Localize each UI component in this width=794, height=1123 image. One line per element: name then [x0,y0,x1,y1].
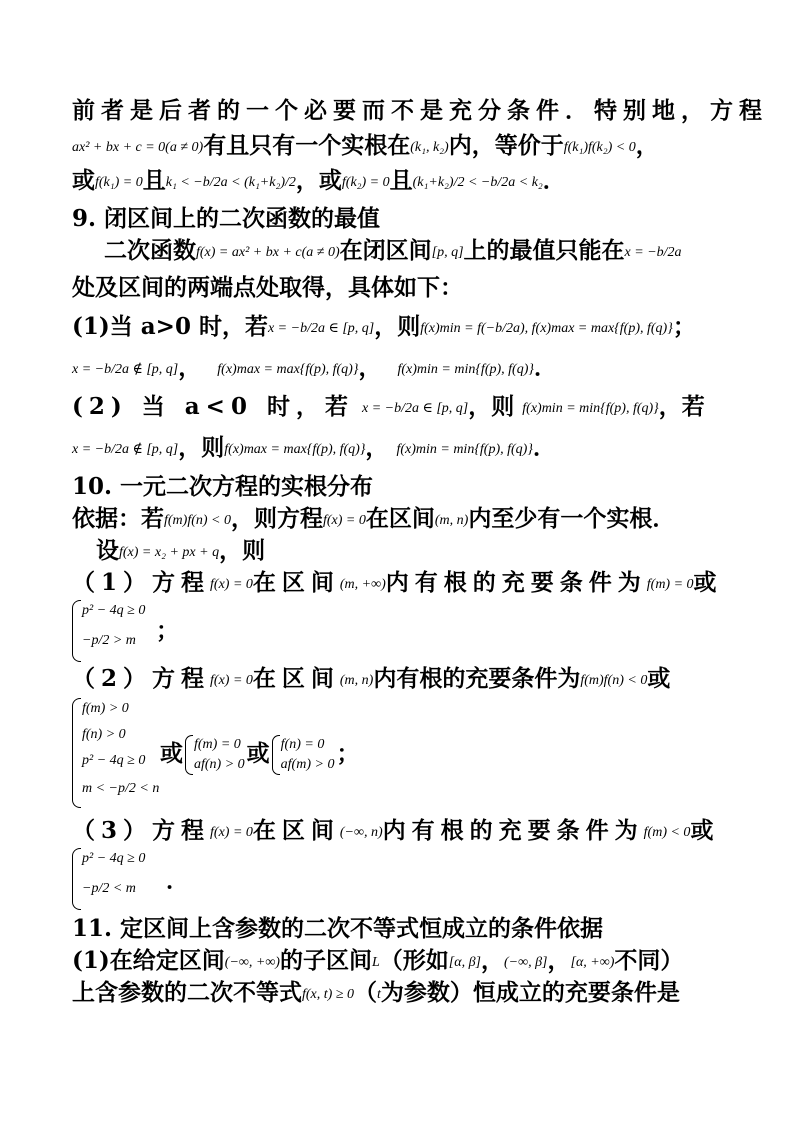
math-equation: f(x) = 0 [210,577,253,592]
text-run: ． [166,867,189,894]
text-run: ； [336,740,360,767]
math-interval: [p, q] [431,245,464,260]
text-run: （2）方程 [72,665,211,692]
left-brace-icon [72,698,81,808]
text-run: ，则 [178,434,225,461]
text-run: 在区间 [252,569,340,596]
text-run: 前者是后者的一个必要而不是充分条件．特别地，方程 [72,97,768,124]
left-brace-icon [72,848,81,910]
section-heading-10 [72,472,732,502]
math-condition: f(m)f(n) < 0 [164,513,231,528]
text-line-6 [72,312,732,344]
system-row: p² − 4q ≥ 0 [82,753,146,768]
math-result: f(x)max = max{f(p), f(q)} [217,362,359,377]
text-run: (2) 当 a<0 时，若 [72,393,354,420]
text-line-8 [72,392,732,424]
text-run: 设 [96,537,119,564]
math-condition: x = −b/2a ∉ [p, q] [72,362,179,377]
text-run: 不同） [614,947,684,974]
math-interval: (k₁, k₂) [410,140,449,155]
text-line-7 [72,353,732,385]
text-run: ； [156,617,179,644]
text-run: 或 [160,740,183,767]
text-run: ，则 [219,537,266,564]
math-equation: f(x) = 0 [210,673,253,688]
text-run: 内有根的充要条件为 [385,569,647,596]
equation-system-4 [272,735,335,775]
text-run: 有且只有一个实根在 [203,132,411,159]
text-run: ； [672,313,696,340]
system-row: f(m) > 0 [82,701,129,716]
system-row: p² − 4q ≥ 0 [82,851,146,866]
text-run: （1）方程 [72,569,211,596]
math-interval: (−∞, β] [503,955,548,970]
heading-text: 11. 定区间上含参数的二次不等式恒成立的条件依据 [72,915,604,942]
text-run: 内有根的充要条件为 [373,665,581,692]
text-run: （形如 [379,947,449,974]
section-heading-11 [72,914,732,944]
system-row: p² − 4q ≥ 0 [82,603,146,618]
text-run: 在区间 [252,817,340,844]
math-interval: (−∞, n) [339,825,383,840]
heading-text: 10. 一元二次方程的实根分布 [72,473,374,500]
math-condition: x = −b/2a ∉ [p, q] [72,442,179,457]
text-line-4 [104,236,734,268]
text-run: ， [480,947,504,974]
math-interval: (m, n) [339,673,374,688]
text-line-13 [156,616,196,646]
left-brace-icon [72,600,81,662]
text-run: 或 [690,817,714,844]
text-line-15 [160,735,420,775]
text-run: 且 [389,167,413,194]
text-run: ， [365,434,389,461]
math-condition: x = −b/2a ∈ [p, q] [267,321,375,336]
text-run: 或 [72,167,95,194]
math-symbol: L [371,955,380,970]
system-row: −p/2 < m [82,881,136,896]
math-vertex: x = −b/2a [624,245,682,260]
text-run: ，则方程 [231,505,323,532]
math-equation: f(x) = 0 [210,825,253,840]
text-run: 或 [647,665,671,692]
text-line-12 [72,568,732,600]
math-equation: f(x) = 0 [323,513,366,528]
text-run: 的子区间 [279,947,372,974]
heading-text: 9. 闭区间上的二次函数的最值 [72,205,381,232]
math-result: f(x)min = min{f(p), f(q)} [396,442,533,457]
math-condition: (k₁+k₂)/2 < −b/2a < k₂ [412,175,543,190]
system-row: −p/2 > m [82,633,136,648]
text-line-3 [72,166,732,198]
math-result: f(x)min = min{f(p), f(q)} [522,401,659,416]
math-result: f(x)min = f(−b/2a), f(x)max = max{f(p), f(q)} [420,321,673,336]
text-line-17 [166,866,196,896]
text-run: ． [542,167,566,194]
text-run: (1)在给定区间 [72,947,225,974]
math-function: f(x) = x₂ + px + q [119,545,220,560]
text-run: 依据：若 [72,505,164,532]
math-interval: (m, n) [434,513,469,528]
equation-system-2 [72,698,172,808]
text-run: ，或 [295,167,342,194]
text-run: ， [178,354,202,381]
text-line-16 [72,816,732,848]
text-run: 在闭区间 [339,237,432,264]
system-row: af(m) > 0 [280,757,335,772]
math-condition: k₁ < −b/2a < (k₁+k₂)/2 [165,175,296,190]
text-run: 二次函数 [104,237,196,264]
text-line-10 [72,504,732,536]
text-run: （3）方程 [72,817,211,844]
text-run: ． [533,354,557,381]
left-brace-icon [272,735,280,775]
text-line-9 [72,433,732,465]
text-run: 内，等价于 [448,132,564,159]
math-condition: f(k₁)f(k₂) < 0 [563,140,636,155]
math-interval: [α, +∞) [570,955,615,970]
text-line-18 [72,946,732,978]
text-line-1 [72,96,768,126]
text-line-5 [72,273,732,303]
math-result: f(x)max = max{f(p), f(q)} [224,442,366,457]
math-function: f(x) = ax² + bx + c(a ≠ 0) [196,245,340,260]
math-condition: f(k₂) = 0 [341,175,390,190]
math-condition: f(k₁) = 0 [95,175,143,190]
math-inequality: f(x, t) ≥ 0 [302,987,355,1002]
text-run: ． [532,434,556,461]
section-heading-9 [72,204,732,234]
text-run: ， [547,947,571,974]
text-run: 为参数）恒成立的充要条件是 [380,979,680,1006]
text-run: 上含参数的二次不等式 [72,979,302,1006]
system-row: f(n) = 0 [280,737,325,752]
math-interval: (m, +∞) [339,577,386,592]
text-run: ，则 [374,313,421,340]
math-symbol: t [377,987,381,1002]
text-run: 且 [142,167,166,194]
equation-system-3 [185,735,245,775]
text-run: 在区间 [365,505,435,532]
math-equation: ax² + bx + c = 0(a ≠ 0) [72,140,204,155]
text-run: 或 [246,740,270,767]
text-run: ，则 [468,393,515,420]
text-run: 上的最值只能在 [463,237,625,264]
text-run: 在区间 [252,665,340,692]
text-line-19 [72,978,732,1010]
text-run: 内有根的充要条件为 [382,817,644,844]
math-condition: x = −b/2a ∈ [p, q] [361,401,469,416]
math-condition: f(m)f(n) < 0 [580,673,648,688]
system-row: f(n) > 0 [82,727,126,742]
text-line-2 [72,131,732,163]
math-condition: f(m) < 0 [643,825,691,840]
math-interval: (−∞, +∞) [224,955,280,970]
text-run: ， [358,354,382,381]
text-run: 处及区间的两端点处取得，具体如下： [72,274,463,301]
math-condition: f(m) = 0 [646,577,694,592]
text-run: (1)当 a>0 时，若 [72,313,268,340]
text-run: ，若 [658,393,705,420]
math-result: f(x)min = min{f(p), f(q)} [397,362,534,377]
text-line-14 [72,664,732,696]
text-run: ， [635,132,659,159]
text-line-11 [96,536,726,568]
text-run: （ [354,979,378,1006]
math-interval: [α, β] [448,955,481,970]
left-brace-icon [185,735,193,775]
text-run: 或 [693,569,717,596]
system-row: m < −p/2 < n [82,781,160,796]
system-row: f(m) = 0 [194,737,241,752]
text-run: 内至少有一个实根． [468,505,676,532]
system-row: af(n) > 0 [194,757,245,772]
